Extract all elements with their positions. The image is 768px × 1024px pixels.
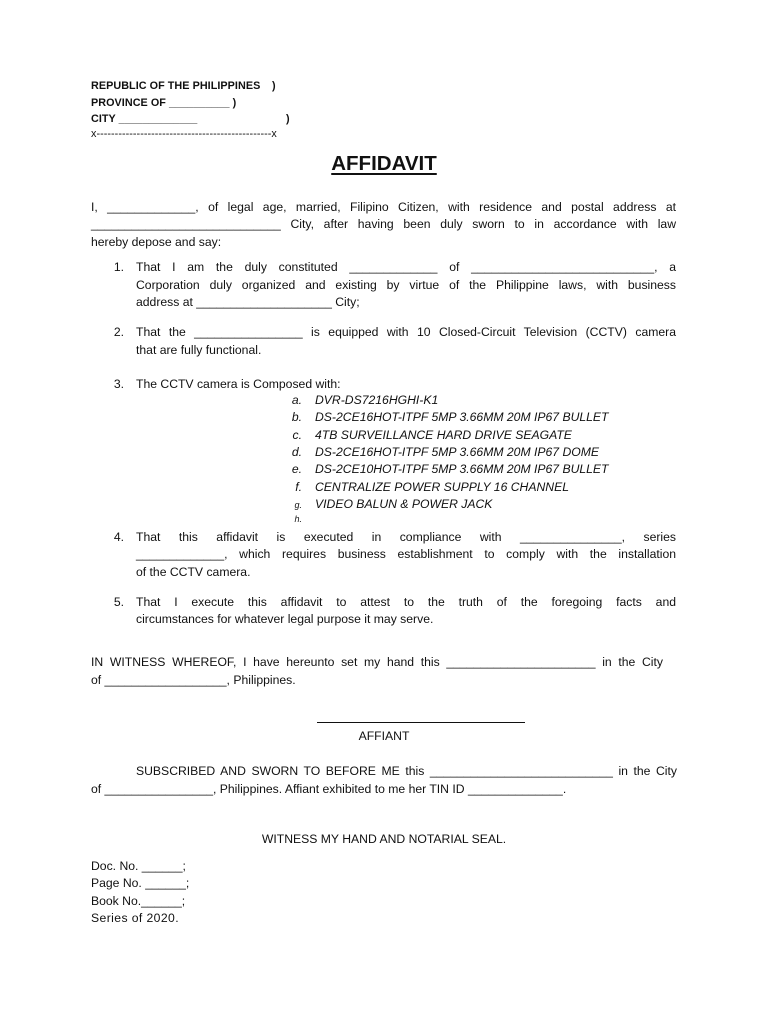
subscribed-line-2: of ________________, Philippines. Affiant exhibited to me her TIN ID ______________. [91, 782, 567, 796]
component-letter: d. [291, 445, 302, 459]
item-1-line-2: Corporation duly organized and existing by virtue of the Philippine laws, with business [136, 278, 676, 292]
item-3-line-1: The CCTV camera is Composed with: [136, 377, 341, 391]
caption-city: CITY _____________ [91, 113, 198, 125]
item-1-line-3: address at ____________________ City; [136, 295, 360, 309]
affiant-label: AFFIANT [358, 729, 410, 743]
component-letter: b. [291, 410, 302, 424]
docket-doc-no: Doc. No. ______; [91, 859, 186, 873]
caption-separator: x------------------------------------------------x [91, 128, 277, 140]
item-3-number: 3. [113, 377, 124, 391]
item-1-number: 1. [113, 260, 124, 274]
component-text: 4TB SURVEILLANCE HARD DRIVE SEAGATE [315, 428, 572, 442]
item-4-number: 4. [113, 530, 124, 544]
component-text: DS-2CE10HOT-ITPF 5MP 3.66MM 20M IP67 BULLET [315, 462, 609, 476]
item-2-number: 2. [113, 325, 124, 339]
item-2-line-1: That the ________________ is equipped with 10 Closed-Circuit Television (CCTV) camera [136, 325, 676, 339]
component-text: DS-2CE16HOT-ITPF 5MP 3.66MM 20M IP67 DOME [315, 445, 600, 459]
item-4-line-3: of the CCTV camera. [136, 565, 251, 579]
caption-city-paren: ) [286, 113, 290, 125]
witness-line-1: IN WITNESS WHEREOF, I have hereunto set my hand this ______________________ in the City [91, 655, 663, 669]
caption-republic: REPUBLIC OF THE PHILIPPINES [91, 80, 261, 92]
intro-line-1: I, _____________, of legal age, married, Filipino Citizen, with residence and postal address at [91, 200, 676, 214]
docket-series: Series of 2020. [91, 911, 179, 925]
item-5-number: 5. [113, 595, 124, 609]
item-2-line-2: that are fully functional. [136, 343, 262, 357]
component-letter: a. [291, 393, 302, 407]
component-letter: c. [292, 428, 302, 442]
notarial-seal-line: WITNESS MY HAND AND NOTARIAL SEAL. [261, 832, 507, 846]
item-1-line-1: That I am the duly constituted _____________ of ___________________________, a [136, 260, 676, 274]
component-text: VIDEO BALUN & POWER JACK [315, 497, 493, 511]
docket-book-no: Book No.______; [91, 894, 186, 908]
component-letter: e. [291, 462, 302, 476]
caption-republic-paren: ) [272, 80, 276, 92]
component-text: DVR-DS7216HGHI-K1 [315, 393, 439, 407]
document-title: AFFIDAVIT [331, 152, 437, 175]
component-letter: g. [294, 500, 302, 510]
caption-province: PROVINCE OF __________ ) [91, 97, 237, 109]
intro-line-2: ____________________________ City, after having been duly sworn to in accordance with law [91, 217, 676, 231]
item-5-line-1: That I execute this affidavit to attest to the truth of the foregoing facts and [136, 595, 676, 609]
item-4-line-2: _____________, which requires business establishment to comply with the installation [136, 547, 676, 561]
item-5-line-2: circumstances for whatever legal purpose it may serve. [136, 612, 434, 626]
docket-page-no: Page No. ______; [91, 876, 190, 890]
witness-line-2: of __________________, Philippines. [91, 673, 296, 687]
item-4-line-1: That this affidavit is executed in compliance with _______________, series [136, 530, 676, 544]
component-letter: f. [295, 480, 302, 494]
subscribed-line-1: SUBSCRIBED AND SWORN TO BEFORE ME this ___________________________ in the City [136, 764, 677, 778]
component-letter: h. [294, 514, 302, 524]
component-text: CENTRALIZE POWER SUPPLY 16 CHANNEL [315, 480, 569, 494]
component-text: DS-2CE16HOT-ITPF 5MP 3.66MM 20M IP67 BULLET [315, 410, 609, 424]
intro-line-3: hereby depose and say: [91, 235, 222, 249]
affiant-signature-line [317, 722, 525, 723]
